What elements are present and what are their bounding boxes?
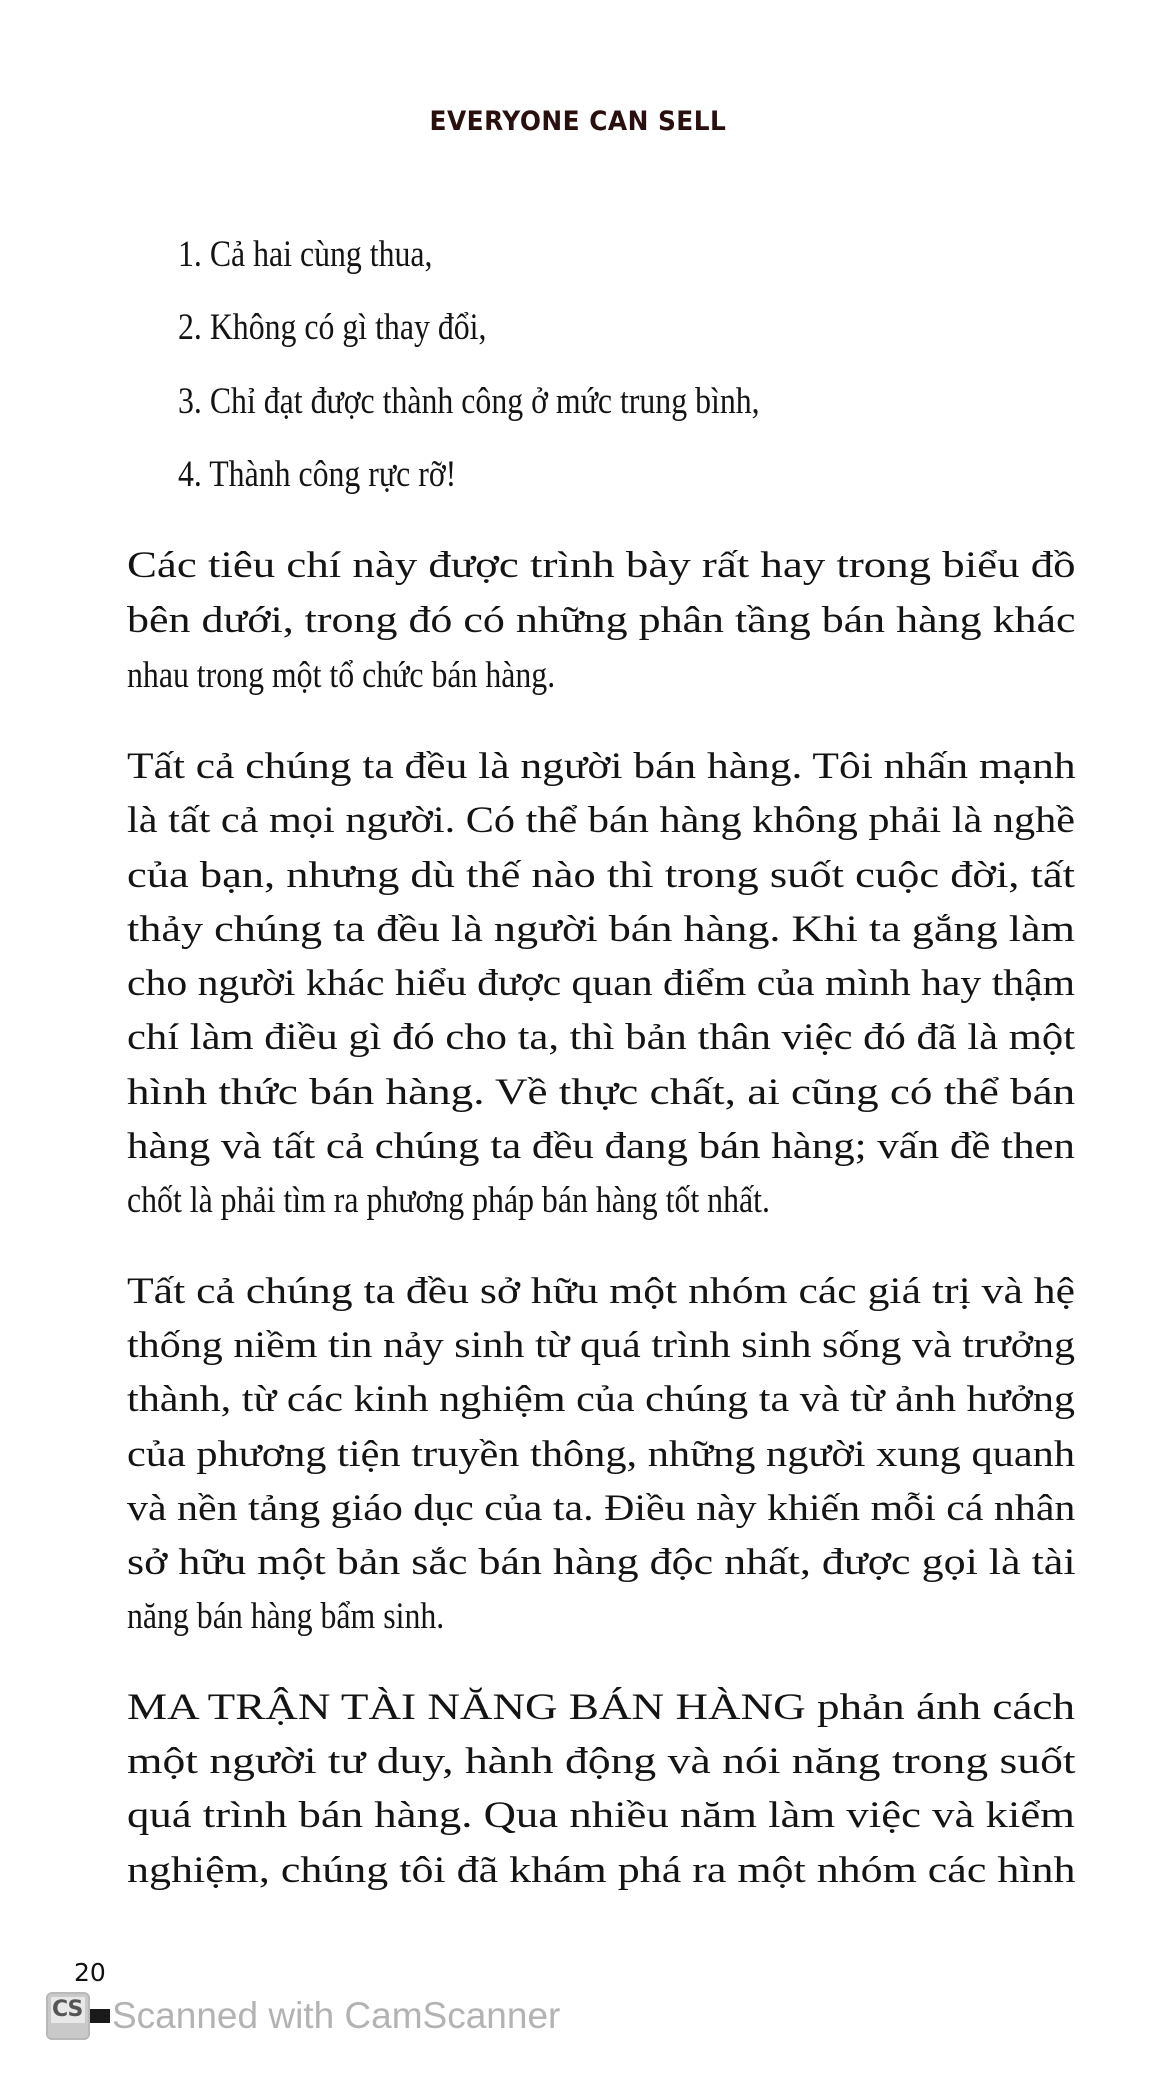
list-item: 2. Không có gì thay đổi, xyxy=(178,307,487,348)
text-line: quá trình bán hàng. Qua nhiều năm làm việc và kiểm xyxy=(127,1795,1075,1836)
running-header: EVERYONE CAN SELL xyxy=(429,106,727,137)
text-line: của bạn, nhưng dù thế nào thì trong suốt cuộc đời, tất xyxy=(127,855,1075,896)
text-line: Các tiêu chí này được trình bày rất hay trong biểu đồ xyxy=(127,545,1076,586)
camscanner-logo-icon xyxy=(46,1992,90,2040)
watermark-text: Scanned with CamScanner xyxy=(112,1995,561,2036)
text-line: hình thức bán hàng. Về thực chất, ai cũng có thể bán xyxy=(127,1072,1076,1113)
text-line: thống niềm tin nảy sinh từ quá trình sinh sống và trưởng xyxy=(127,1325,1075,1366)
text-line: năng bán hàng bẩm sinh. xyxy=(127,1596,445,1637)
text-line: cho người khác hiểu được quan điểm của mình hay thậm xyxy=(127,963,1075,1004)
text-line: thảy chúng ta đều là người bán hàng. Khi ta gắng làm xyxy=(127,909,1075,950)
text-line: chốt là phải tìm ra phương pháp bán hàng tốt nhất. xyxy=(127,1180,770,1221)
text-line: nghiệm, chúng tôi đã khám phá ra một nhóm các hình xyxy=(127,1850,1076,1891)
text-line: Tất cả chúng ta đều là người bán hàng. Tôi nhấn mạnh xyxy=(127,746,1076,787)
camscanner-watermark xyxy=(46,1990,560,2042)
list-item: 3. Chỉ đạt được thành công ở mức trung bình, xyxy=(178,381,760,422)
text-line: hàng và tất cả chúng ta đều đang bán hàng; vấn đề then xyxy=(127,1126,1075,1167)
logo-bar xyxy=(88,2009,110,2023)
logo-text: CS xyxy=(52,1997,83,2022)
list-item: 4. Thành công rực rỡ! xyxy=(178,454,457,495)
text-line: thành, từ các kinh nghiệm của chúng ta và từ ảnh hưởng xyxy=(127,1379,1075,1420)
text-line: và nền tảng giáo dục của ta. Điều này khiến mỗi cá nhân xyxy=(127,1488,1076,1529)
text-line: sở hữu một bản sắc bán hàng độc nhất, được gọi là tài xyxy=(127,1542,1076,1583)
text-line: Tất cả chúng ta đều sở hữu một nhóm các giá trị và hệ xyxy=(127,1271,1075,1312)
text-line: bên dưới, trong đó có những phân tầng bán hàng khác xyxy=(127,600,1076,641)
text-line: là tất cả mọi người. Có thể bán hàng không phải là nghề xyxy=(127,800,1075,841)
text-line: của phương tiện truyền thông, những người xung quanh xyxy=(127,1434,1075,1475)
text-line: nhau trong một tổ chức bán hàng. xyxy=(127,655,556,696)
page-number: 20 xyxy=(74,1958,106,1987)
text-line: chí làm điều gì đó cho ta, thì bản thân việc đó đã là một xyxy=(127,1017,1076,1058)
text-line: MA TRẬN TÀI NĂNG BÁN HÀNG phản ánh cách xyxy=(127,1687,1075,1728)
text-line: một người tư duy, hành động và nói năng trong suốt xyxy=(127,1741,1076,1782)
list-item: 1. Cả hai cùng thua, xyxy=(178,234,433,275)
